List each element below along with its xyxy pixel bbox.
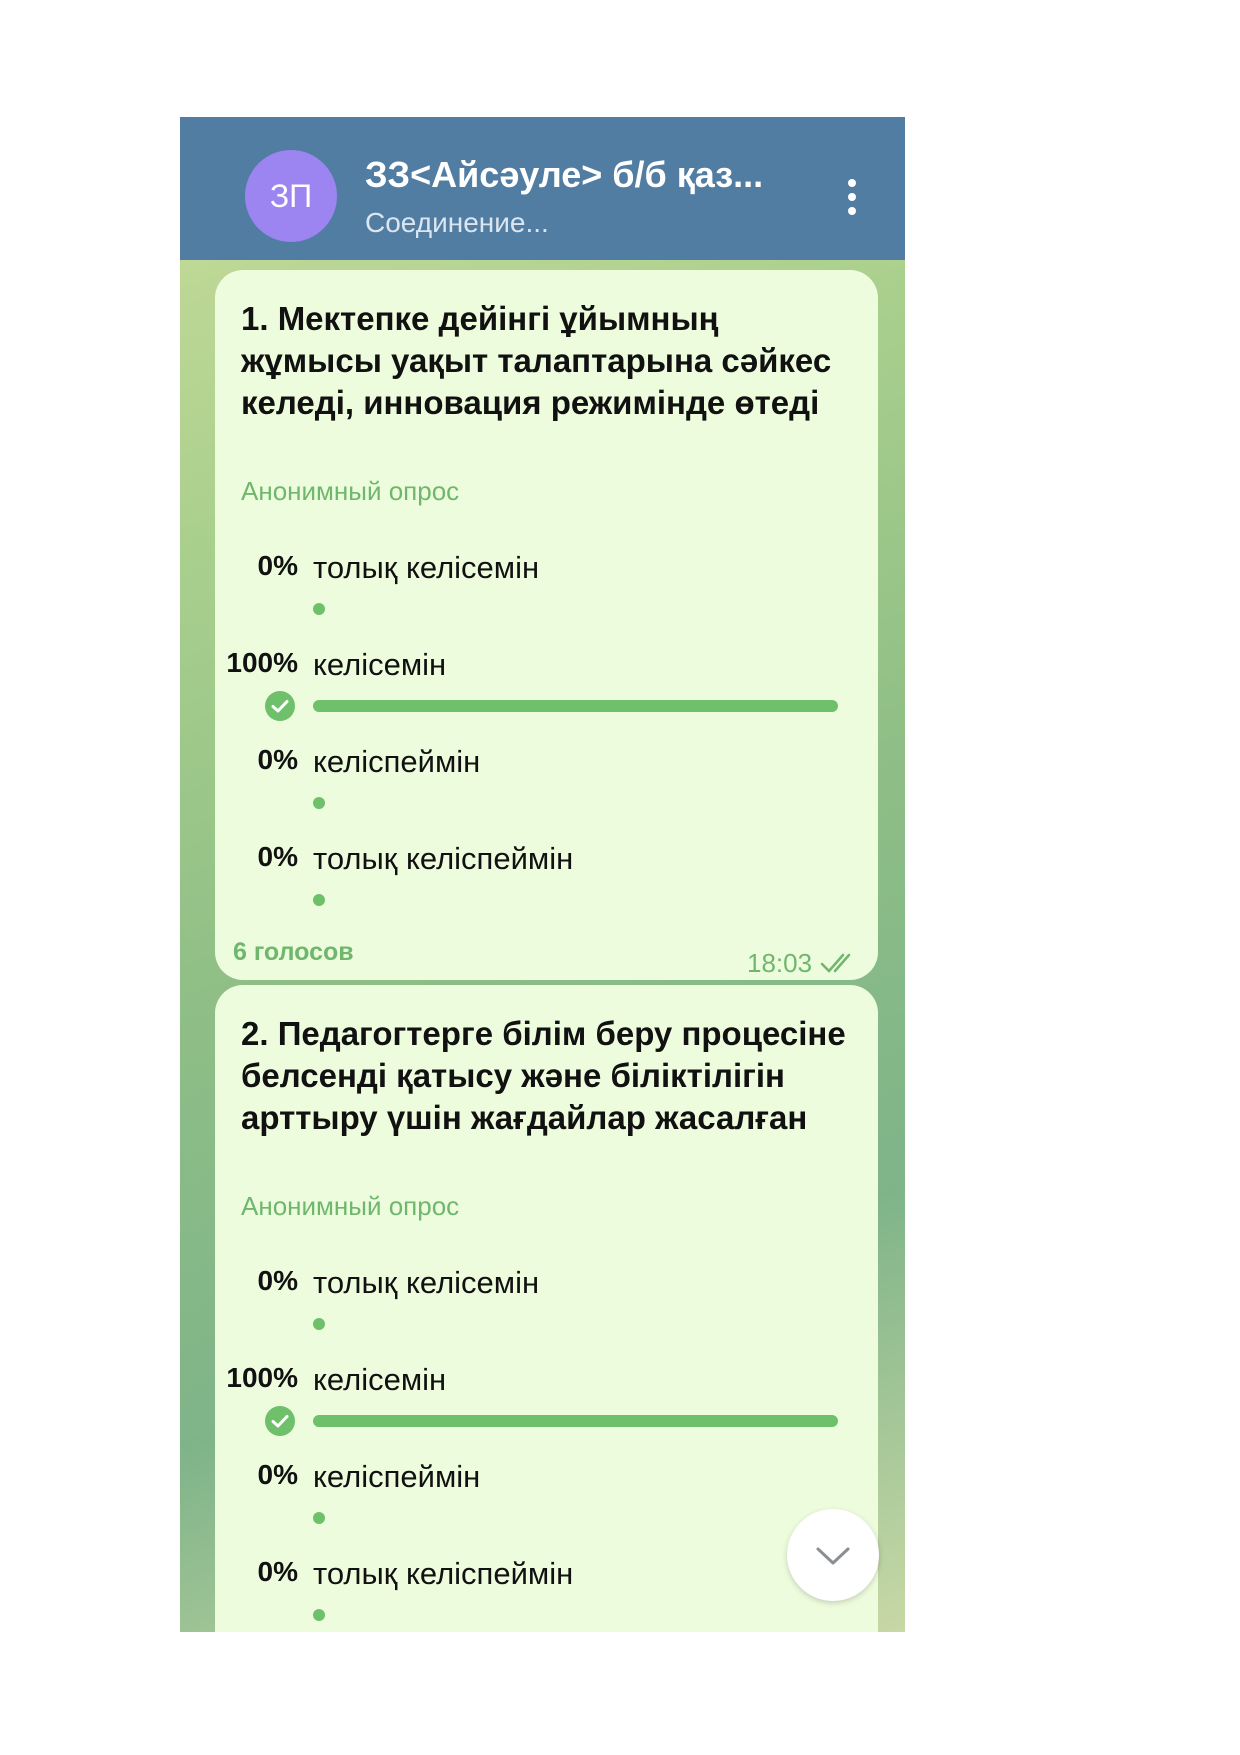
check-circle-icon: [265, 1406, 295, 1436]
option-percent: 0%: [257, 841, 298, 872]
result-bar-fill: [313, 1512, 325, 1524]
result-bar: [313, 1609, 838, 1621]
result-bar: [313, 797, 838, 809]
result-bar: [313, 1318, 838, 1330]
poll-option[interactable]: [215, 1556, 878, 1632]
result-bar-fill: [313, 1415, 838, 1427]
option-label: толық келісемін: [313, 550, 540, 585]
option-percent: 100%: [226, 647, 298, 678]
check-circle-icon: [265, 691, 295, 721]
option-label: келіспеймін: [313, 1459, 481, 1494]
result-bar-fill: [313, 1609, 325, 1621]
result-bar-fill: [313, 1318, 325, 1330]
option-label: толық келіспеймін: [313, 1556, 574, 1591]
result-bar: [313, 1415, 838, 1427]
option-percent: 0%: [257, 1265, 298, 1296]
option-percent: 0%: [257, 1556, 298, 1587]
result-bar-fill: [313, 797, 325, 809]
result-bar-fill: [313, 603, 325, 615]
chat-screen: [180, 117, 905, 1632]
option-label: келісемін: [313, 1362, 447, 1397]
result-bar-fill: [313, 700, 838, 712]
option-label: толық келіспеймін: [313, 841, 574, 876]
option-percent: 0%: [257, 550, 298, 581]
connection-status: Соединение...: [365, 207, 549, 238]
chat-header: [180, 117, 905, 260]
message-time: 18:03: [747, 948, 813, 978]
poll-option[interactable]: [215, 1362, 878, 1452]
result-bar: [313, 1512, 838, 1524]
poll-option[interactable]: [215, 1265, 878, 1355]
poll-option[interactable]: [215, 744, 878, 834]
option-label: толық келісемін: [313, 1265, 540, 1300]
poll-option[interactable]: [215, 841, 878, 931]
chat-title[interactable]: ЗЗ<Айсәуле> б/б қаз...: [365, 154, 764, 195]
poll-option[interactable]: [215, 550, 878, 640]
poll-question: 1. Мектепке дейінгі ұйымның жұмысы уақыт талаптарына сәйкес келеді, инновация режимінде өтеді: [241, 300, 832, 421]
double-check-icon: [819, 950, 859, 976]
poll-question: 2. Педагогтерге білім беру процесіне белсенді қатысу және біліктілігін арттыру үшін жағдайлар жасалған: [241, 1015, 846, 1136]
result-bar-fill: [313, 894, 325, 906]
poll-message-2: [215, 985, 878, 1632]
more-vertical-icon[interactable]: [842, 177, 862, 217]
scroll-down-button[interactable]: [787, 1509, 879, 1601]
option-label: келісемін: [313, 647, 447, 682]
result-bar: [313, 603, 838, 615]
avatar[interactable]: ЗП: [245, 150, 337, 242]
poll-type-label: Анонимный опрос: [241, 476, 460, 506]
option-percent: 100%: [226, 1362, 298, 1393]
chevron-down-icon: [787, 1509, 879, 1601]
poll-message-1: [215, 270, 878, 980]
result-bar: [313, 700, 838, 712]
poll-option[interactable]: [215, 1459, 878, 1549]
option-percent: 0%: [257, 1459, 298, 1490]
poll-option[interactable]: [215, 647, 878, 737]
option-label: келіспеймін: [313, 744, 481, 779]
option-percent: 0%: [257, 744, 298, 775]
vote-count[interactable]: 6 голосов: [233, 938, 354, 966]
result-bar: [313, 894, 838, 906]
poll-type-label: Анонимный опрос: [241, 1191, 460, 1221]
